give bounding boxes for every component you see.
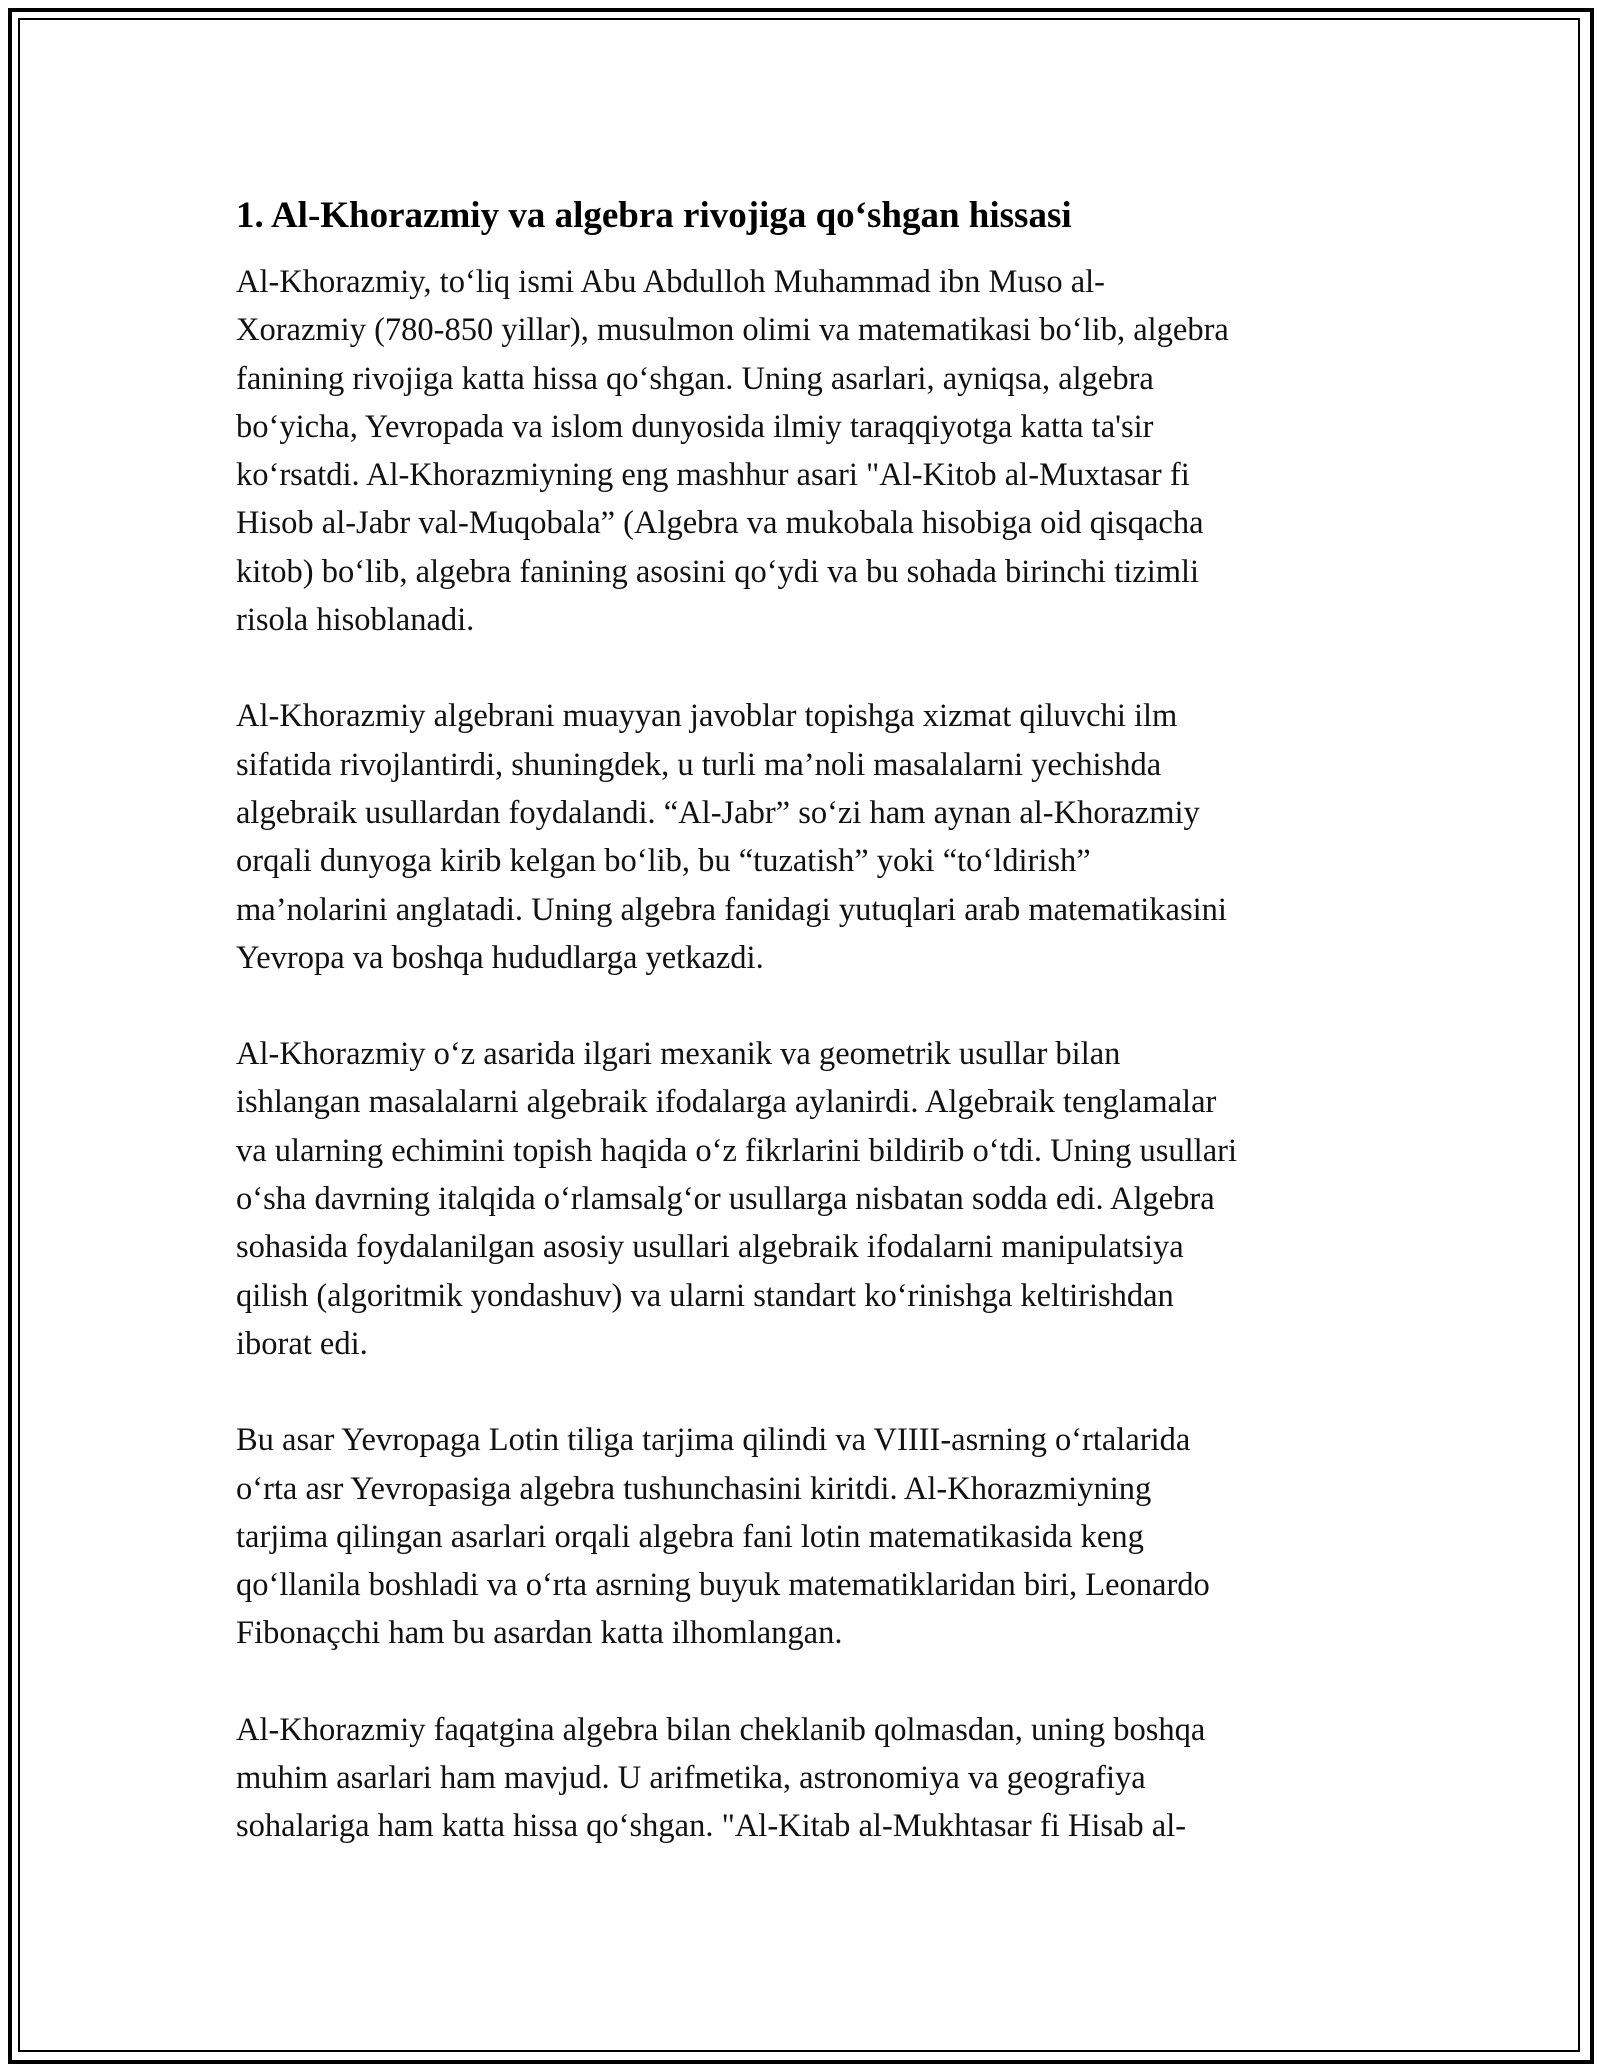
paragraph-3 (236, 1030, 1371, 1368)
text-line: algebraik usullardan foydalandi. “Al-Jabr” so‘zi ham aynan al-Khorazmiy (236, 794, 1200, 831)
document-body (236, 188, 1371, 1899)
text-line: Al-Khorazmiy algebrani muayyan javoblar topishga xizmat qiluvchi ilm (236, 698, 1178, 735)
text-line: Hisob al-Jabr val-Muqobala” (Algebra va mukobala hisobiga oid qisqacha (236, 505, 1204, 542)
text-line: ma’nolarini anglatadi. Uning algebra fanidagi yutuqlari arab matematikasini (236, 891, 1227, 928)
text-line: sohalariga ham katta hissa qo‘shgan. "Al-Kitab al-Mukhtasar fi Hisab al- (236, 1808, 1187, 1845)
text-line: Yevropa va boshqa hududlarga yetkazdi. (236, 939, 764, 976)
text-line: bo‘yicha, Yevropada va islom dunyosida ilmiy taraqqiyotga katta ta'sir (236, 408, 1154, 445)
text-line: Bu asar Yevropaga Lotin tiliga tarjima qilindi va VIIII-asrning o‘rtalarida (236, 1422, 1191, 1459)
text-line: qo‘llanila boshladi va o‘rta asrning buyuk matematiklaridan biri, Leonardo (236, 1567, 1210, 1604)
text-line: kitob) bo‘lib, algebra fanining asosini qo‘ydi va bu sohada birinchi tizimli (236, 553, 1200, 590)
text-line: ishlangan masalalarni algebraik ifodalarga aylanirdi. Algebraik tenglamalar (236, 1084, 1217, 1121)
text-line: Al-Khorazmiy o‘z asarida ilgari mexanik va geometrik usullar bilan (236, 1036, 1121, 1073)
paragraph-1 (236, 258, 1371, 644)
paragraph-4 (236, 1416, 1371, 1657)
text-line: qilish (algoritmik yondashuv) va ularni standart ko‘rinishga keltirishdan (236, 1277, 1174, 1314)
section-title: 1. Al-Khorazmiy va algebra rivojiga qo‘shgan hissasi (236, 195, 1072, 236)
paragraph-2 (236, 692, 1371, 982)
text-line: muhim asarlari ham mavjud. U arifmetika, astronomiya va geografiya (236, 1760, 1146, 1797)
text-line: orqali dunyoga kirib kelgan bo‘lib, bu “tuzatish” yoki “to‘ldirish” (236, 843, 1091, 880)
text-line: risola hisoblanadi. (236, 602, 475, 639)
text-line: o‘sha davrning italqida o‘rlamsalg‘or usullarga nisbatan sodda edi. Algebra (236, 1181, 1215, 1218)
text-line: iborat edi. (236, 1325, 368, 1362)
paragraph-5 (236, 1706, 1371, 1851)
text-line: sohasida foydalanilgan asosiy usullari algebraik ifodalarni manipulatsiya (236, 1229, 1184, 1266)
text-line: o‘rta asr Yevropasiga algebra tushunchasini kiritdi. Al-Khorazmiyning (236, 1470, 1152, 1507)
text-line: fanining rivojiga katta hissa qo‘shgan. Uning asarlari, ayniqsa, algebra (236, 360, 1154, 397)
text-line: Al-Khorazmiy, to‘liq ismi Abu Abdulloh Muhammad ibn Muso al- (236, 264, 1106, 300)
text-line: Al-Khorazmiy faqatgina algebra bilan cheklanib qolmasdan, uning boshqa (236, 1711, 1206, 1748)
text-line: va ularning echimini topish haqida o‘z fikrlarini bildirib o‘tdi. Uning usullari (236, 1132, 1237, 1169)
text-line: sifatida rivojlantirdi, shuningdek, u turli ma’noli masalalarni yechishda (236, 746, 1162, 783)
text-line: tarjima qilingan asarlari orqali algebra fani lotin matematikasida keng (236, 1518, 1144, 1555)
text-line: ko‘rsatdi. Al-Khorazmiyning eng mashhur asari "Al-Kitob al-Muxtasar fi (236, 457, 1190, 494)
text-line: Xorazmiy (780-850 yillar), musulmon olimi va matematikasi bo‘lib, algebra (236, 312, 1229, 349)
text-line: Fibonaçchi ham bu asardan katta ilhomlangan. (236, 1615, 843, 1652)
